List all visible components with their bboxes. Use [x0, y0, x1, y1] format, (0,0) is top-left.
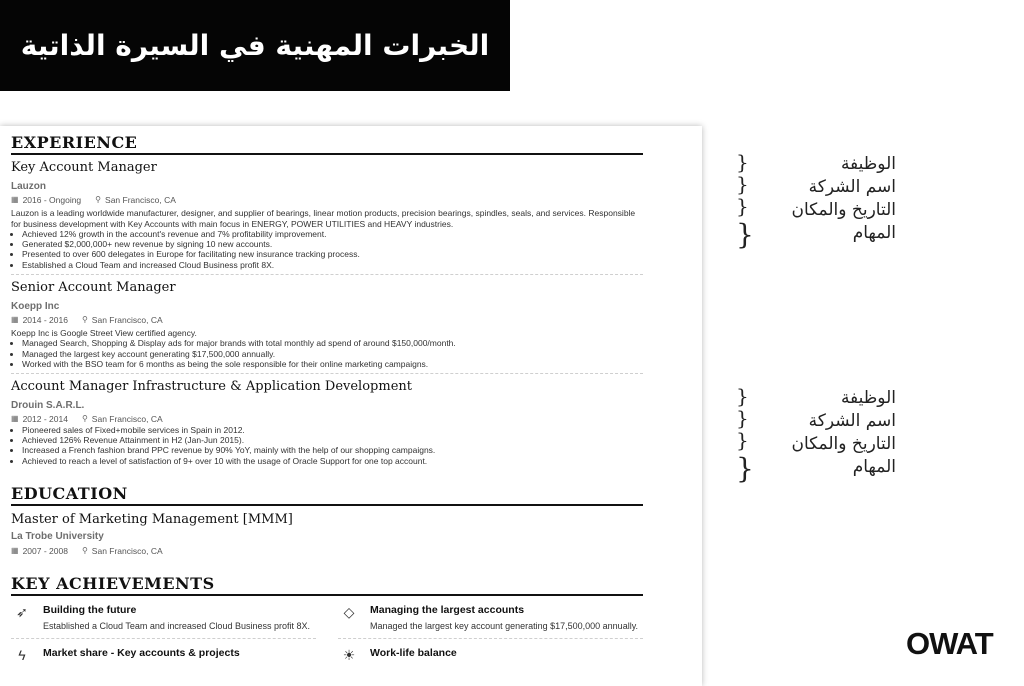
job-description: Lauzon is a leading worldwide manufacturer, designer, and supplier of bearings, linear motion products, precision bearings, spindles, seals, and services. Responsible for business development with Key Accounts with main focus in ENERGY, POWER UTILITIES and HEAVY industries.: [11, 208, 636, 229]
brace-icon: }: [736, 194, 749, 218]
location-pin-icon: ⚲: [81, 413, 88, 423]
diamond-icon: ◇: [343, 603, 355, 620]
school-name: La Trobe University: [11, 530, 104, 542]
job-meta: [11, 314, 643, 326]
achievements-grid: [11, 602, 643, 676]
annotation-label: المهام: [852, 456, 896, 477]
annotation-group: [736, 384, 896, 485]
achievement-description: Established a Cloud Team and increased Cloud Business profit 8X.: [43, 620, 310, 631]
location-pin-icon: ⚲: [81, 545, 88, 555]
annotation-group: [736, 150, 896, 251]
task-item: • Achieved 126% Revenue Attainment in H2 (Jan-Jun 2015).: [22, 435, 643, 445]
task-item: • Presented to over 600 delegates in Europe for facilitating new insurance tracking process.: [22, 249, 643, 259]
task-item: • Managed Search, Shopping & Display ads for major brands with total monthly ad spend of around $150,000/month.: [22, 338, 643, 348]
job-entry: [11, 374, 643, 470]
achievement-title: Work-life balance: [370, 646, 457, 659]
brace-icon: }: [736, 452, 754, 485]
calendar-icon: ▦: [11, 413, 19, 423]
brace-icon: }: [736, 218, 754, 251]
job-meta: [11, 413, 643, 425]
achievement-item: [338, 645, 643, 670]
annotation-label: التاريخ والمكان: [791, 433, 896, 454]
annotation-label: اسم الشركة: [808, 410, 896, 431]
task-item: • Achieved 12% growth in the account's revenue and 7% profitability improvement.: [22, 229, 643, 239]
title-banner: [0, 0, 510, 91]
brace-icon: }: [736, 384, 749, 408]
task-item: • Established a Cloud Team and increased Cloud Business profit 8X.: [22, 260, 643, 270]
brace-icon: }: [736, 428, 749, 452]
brace-icon: }: [736, 406, 749, 430]
logo-text: OWAT: [906, 626, 993, 661]
company-name: Koepp Inc: [11, 300, 60, 312]
task-list: [11, 229, 643, 270]
job-dates: 2016 - Ongoing: [22, 195, 82, 205]
education-location: San Francisco, CA: [91, 545, 163, 556]
achievement-item: [11, 602, 316, 639]
achievement-title: Building the future: [43, 603, 137, 616]
job-title: Senior Account Manager: [11, 279, 176, 295]
education-entry: [11, 506, 643, 557]
achievement-title: Market share - Key accounts & projects: [43, 646, 240, 659]
job-location: San Francisco, CA: [91, 413, 163, 424]
calendar-icon: ▦: [11, 545, 19, 555]
resume-card: [0, 126, 702, 686]
achievement-item: [338, 602, 643, 639]
annotation-label: المهام: [852, 222, 896, 243]
achievement-item: [11, 645, 316, 670]
bolt-icon: ϟ: [18, 646, 26, 663]
task-list: [11, 338, 643, 369]
job-entry: [11, 275, 643, 374]
company-name: Lauzon: [11, 181, 46, 192]
job-location: San Francisco, CA: [105, 195, 176, 205]
job-title: Key Account Manager: [11, 160, 157, 175]
calendar-icon: ▦: [11, 195, 19, 204]
experience-heading: EXPERIENCE: [11, 133, 643, 155]
task-item: • Worked with the BSO team for 6 months as being the sole responsible for their online marketing campaigns.: [22, 359, 643, 369]
task-item: • Generated $2,000,000+ new revenue by signing 10 new accounts.: [22, 239, 643, 249]
annotation-label: الوظيفة: [840, 153, 896, 174]
education-meta: [11, 545, 643, 557]
education-heading: EDUCATION: [11, 484, 643, 506]
task-item: • Increased a French fashion brand PPC revenue by 90% YoY, mainly with the help of our shopping campaigns.: [22, 445, 643, 455]
achievements-heading: KEY ACHIEVEMENTS: [11, 574, 643, 596]
annotation-label: التاريخ والمكان: [791, 199, 896, 220]
banner-title: الخبرات المهنية في السيرة الذاتية: [20, 29, 490, 62]
location-pin-icon: ⚲: [95, 195, 102, 204]
job-location: San Francisco, CA: [91, 314, 163, 325]
sun-icon: ☀: [342, 646, 356, 663]
task-list: [11, 425, 643, 466]
location-pin-icon: ⚲: [81, 314, 88, 324]
achievement-title: Managing the largest accounts: [370, 603, 525, 616]
annotation-label: الوظيفة: [840, 387, 896, 408]
annotation-label: اسم الشركة: [808, 176, 896, 197]
brace-icon: }: [736, 172, 749, 196]
rocket-icon: ➶: [16, 603, 28, 620]
job-description: Koepp Inc is Google Street View certified agency.: [11, 327, 197, 338]
job-dates: 2012 - 2014: [22, 413, 68, 424]
achievement-description: Managed the largest key account generating $17,500,000 annually.: [370, 620, 639, 631]
job-title: Account Manager Infrastructure & Application Development: [11, 378, 412, 394]
task-item: • Achieved to reach a level of satisfaction of 9+ over 10 with the usage of Oracle Support for one top account.: [22, 456, 643, 466]
job-entry: [11, 155, 643, 275]
task-item: • Pioneered sales of Fixed+mobile services in Spain in 2012.: [22, 425, 643, 435]
company-name: Drouin S.A.R.L.: [11, 399, 85, 411]
brand-logo: [906, 626, 993, 662]
brace-icon: }: [736, 150, 749, 174]
job-dates: 2014 - 2016: [22, 314, 68, 325]
degree-title: Master of Marketing Management [MMM]: [11, 511, 293, 527]
task-item: • Managed the largest key account generating $17,500,000 annually.: [22, 349, 643, 359]
education-dates: 2007 - 2008: [22, 545, 68, 556]
resume-content: [11, 133, 643, 676]
calendar-icon: ▦: [11, 314, 19, 324]
job-meta: [11, 194, 643, 206]
